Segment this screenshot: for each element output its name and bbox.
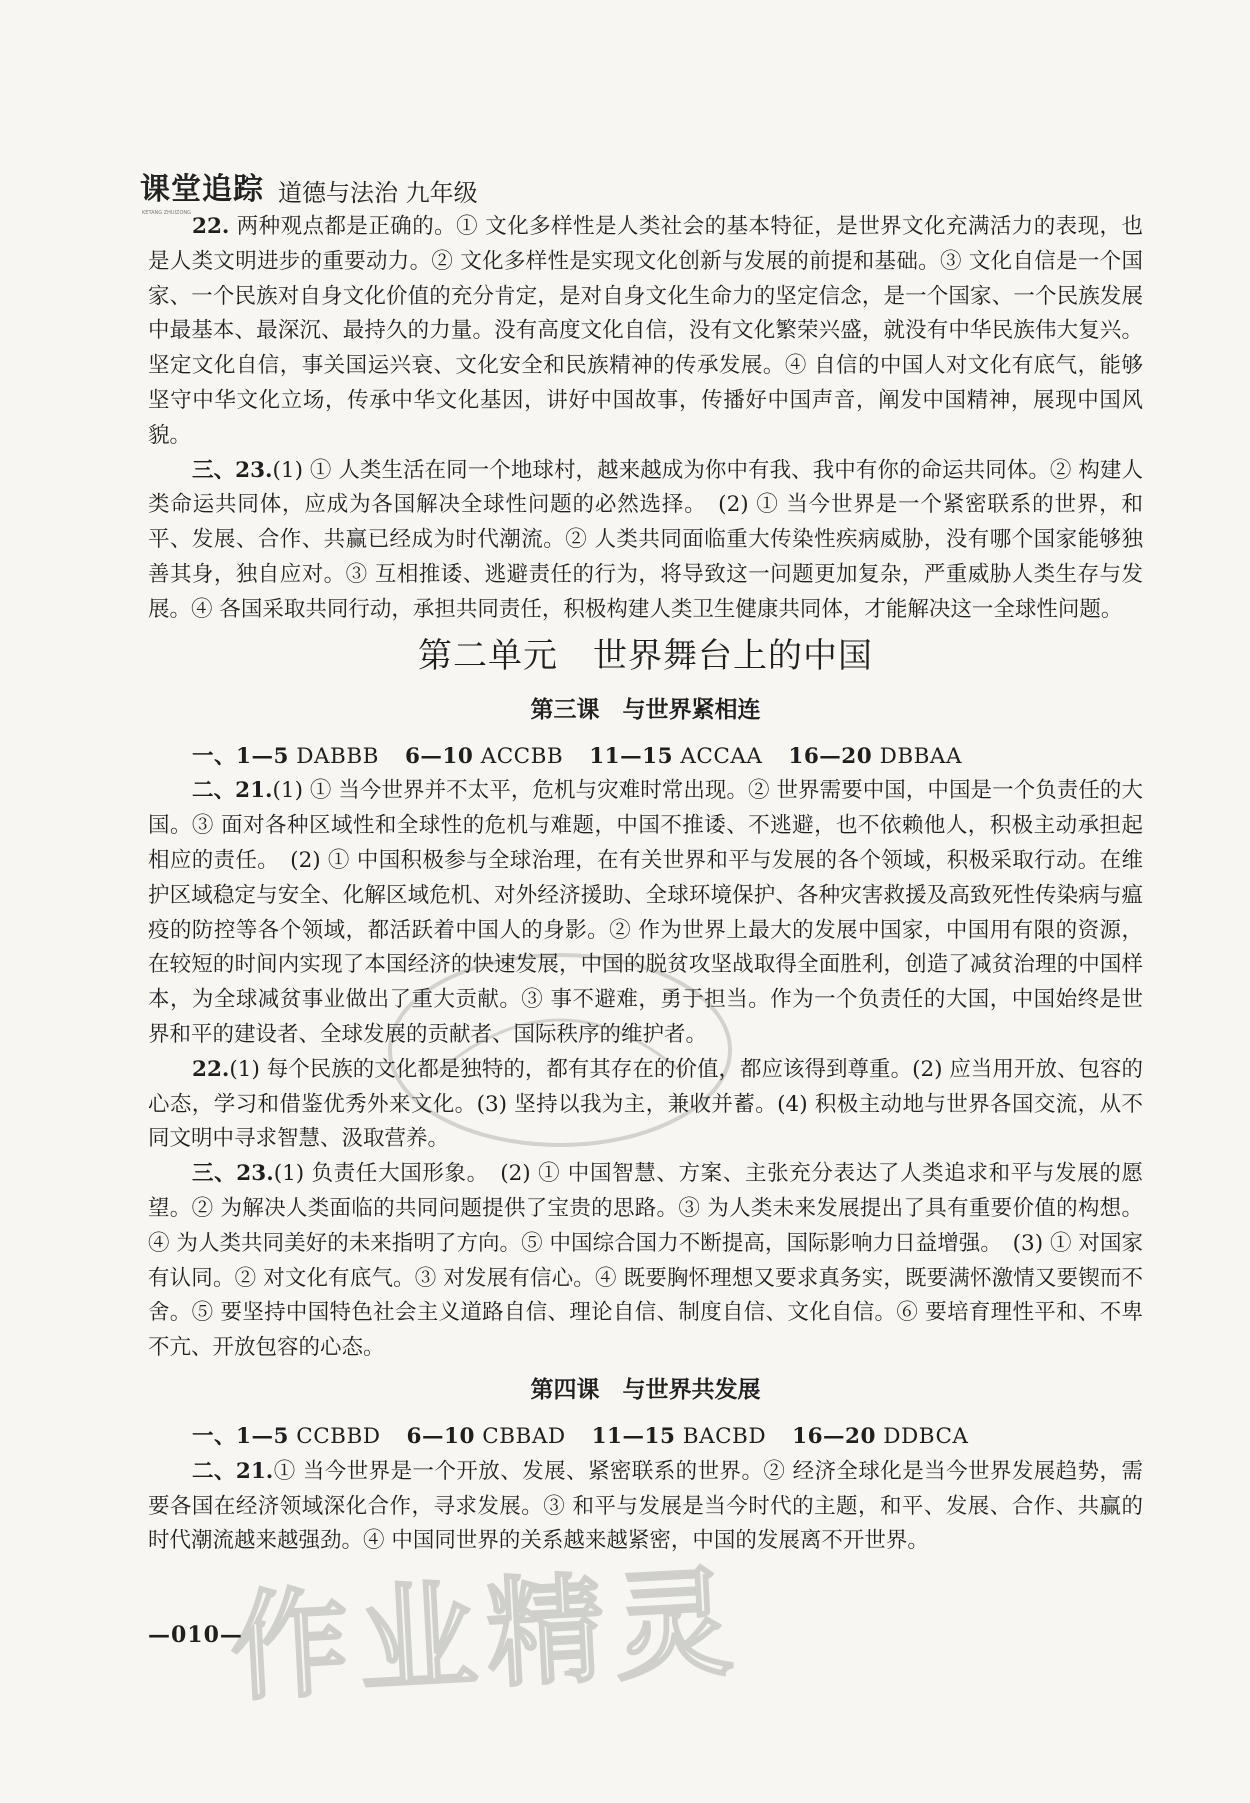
- question-number: 二、21.: [192, 778, 273, 804]
- answer-letters: ACCAA: [680, 743, 763, 769]
- answer-range: 11—15: [589, 743, 674, 769]
- answer-text: ① 当今世界是一个开放、发展、紧密联系的世界。② 经济全球化是当今世界发展趋势，需要各国在经济领域深化合作，寻求发展。③ 和平与发展是当今时代的主题，和平、发展、合作、共赢的时代潮流越来越强劲。④ 中国同世界的关系越来越紧密，中国的发展离不开世界。: [148, 1458, 1143, 1554]
- answer-range: 6—10: [406, 1423, 475, 1449]
- subject-grade-title: 道德与法治 九年级: [278, 179, 478, 207]
- answer-range: 1—5: [236, 1423, 289, 1449]
- answer-letters: BACBD: [682, 1423, 767, 1449]
- watermark-text: 作业精灵: [227, 1552, 746, 1718]
- page-header: [140, 155, 478, 216]
- logo-text: 课堂追踪: [140, 172, 264, 207]
- answer-letters: DABBB: [296, 743, 379, 769]
- paragraph-q22: [148, 210, 1143, 454]
- question-number: 二、21.: [192, 1458, 274, 1484]
- lesson-title: 第三课 与世界紧相连: [530, 696, 761, 723]
- question-number: 22.: [192, 1056, 230, 1082]
- answer-text: (1) ① 当今世界并不太平，危机与灾难时常出现。② 世界需要中国，中国是一个负责任的大国。③ 面对各种区域性和全球性的危机与难题，中国不推诿、不逃避，也不依赖他人，积极主动承担起相应的责任。 (2) ① 中国积极参与全球治理，在有关世界和平与发展的各个领域，积极采取行动。在维护区域稳定与安全、化解区域危机、对外经济援助、全球环境保护、各种灾害救援及高致死性传染病与瘟疫的防控等各个领域，都活跃着中国人的身影。② 作为世界上最大的发展中国家，中国用有限的资源，在较短的时间内实现了本国经济的快速发展，中国的脱贫攻坚战取得全面胜利，创造了减贫治理的中国样本，为全球减贫事业做出了重大贡献。③ 事不避难，勇于担当。作为一个负责任的大国，中国始终是世界和平的建设者、全球发展的贡献者、国际秩序的维护者。: [148, 778, 1143, 1047]
- answer-letters: DBBAA: [879, 743, 962, 769]
- question-number: 三、23.: [192, 1161, 274, 1187]
- paragraph-l4-q21: [148, 1455, 1143, 1559]
- answer-letters: CBBAD: [482, 1423, 566, 1449]
- question-number: 三、23.: [192, 457, 273, 483]
- paragraph-q23: [148, 454, 1143, 628]
- question-number: 22.: [192, 214, 230, 239]
- section-number: 一、: [192, 743, 237, 769]
- answer-letters: ACCBB: [480, 743, 564, 769]
- answer-text: (1) 负责任大国形象。 (2) ① 中国智慧、方案、主张充分表达了人类追求和平与发展的愿望。② 为解决人类面临的共同问题提供了宝贵的思路。③ 为人类未来发展提出了具有重要价值的构想。④ 为人类共同美好的未来指明了方向。⑤ 中国综合国力不断提高，国际影响力日益增强。 (3) ① 对国家有认同。② 对文化有底气。③ 对发展有信心。④ 既要胸怀理想又要求真务实，既要满怀激情又要锲而不舍。⑤ 要坚持中国特色社会主义道路自信、理论自信、制度自信、文化自信。⑥ 要培育理性平和、不卑不亢、开放包容的心态。: [148, 1161, 1143, 1361]
- answer-content: [148, 210, 1143, 1559]
- series-logo: [140, 172, 264, 216]
- answer-range: 1—5: [236, 743, 289, 769]
- answer-letters: DDBCA: [883, 1423, 969, 1449]
- answer-range: 16—20: [792, 1423, 876, 1449]
- paragraph-l3-q21: [148, 774, 1143, 1052]
- page-number: —010—: [148, 1622, 243, 1648]
- logo-subtext: KETANG ZHUIZONG: [142, 210, 192, 216]
- paragraph-l3-q23: [148, 1157, 1143, 1366]
- answer-range: 16—20: [788, 743, 873, 769]
- answer-text: (1) 每个民族的文化都是独特的，都有其存在的价值，都应该得到尊重。(2) 应当用开放、包容的心态，学习和借鉴优秀外来文化。(3) 坚持以我为主，兼收并蓄。(4) 积极主动地与世界各国交流，从不同文明中寻求智慧、汲取营养。: [148, 1056, 1143, 1152]
- paragraph-l3-q22: [148, 1053, 1143, 1157]
- answer-range: 6—10: [404, 743, 474, 769]
- multiple-choice-answers: [148, 1420, 1143, 1455]
- answer-text: (1) ① 人类生活在同一个地球村，越来越成为你中有我、我中有你的命运共同体。② 构建人类命运共同体，应成为各国解决全球性问题的必然选择。 (2) ① 当今世界是一个紧密联系的世界，和平、发展、合作、共赢已经成为时代潮流。② 人类共同面临重大传染性疾病威胁，没有哪个国家能够独善其身，独自应对。③ 互相推诿、逃避责任的行为，将导致这一问题更加复杂，严重威胁人类生存与发展。④ 各国采取共同行动，承担共同责任，积极构建人类卫生健康共同体，才能解决这一全球性问题。: [148, 457, 1143, 622]
- lesson-title: 第四课 与世界共发展: [530, 1376, 761, 1403]
- answer-text: 两种观点都是正确的。① 文化多样性是人类社会的基本特征，是世界文化充满活力的表现，也是人类文明进步的重要动力。② 文化多样性是实现文化创新与发展的前提和基础。③ 文化自信是一个国家、一个民族对自身文化价值的充分肯定，是对自身文化生命力的坚定信念，是一个国家、一个民族发展中最基本、最深沉、最持久的力量。没有高度文化自信，没有文化繁荣兴盛，就没有中华民族伟大复兴。坚定文化自信，事关国运兴衰、文化安全和民族精神的传承发展。④ 自信的中国人对文化有底气，能够坚守中华文化立场，传承中华文化基因，讲好中国故事，传播好中国声音，阐发中国精神，展现中国风貌。: [148, 214, 1143, 448]
- answer-range: 11—15: [591, 1423, 676, 1449]
- section-number: 一、: [192, 1423, 237, 1449]
- unit-title: 第二单元 世界舞台上的中国: [418, 635, 873, 676]
- multiple-choice-answers: [148, 740, 1143, 775]
- answer-letters: CCBBD: [296, 1423, 381, 1449]
